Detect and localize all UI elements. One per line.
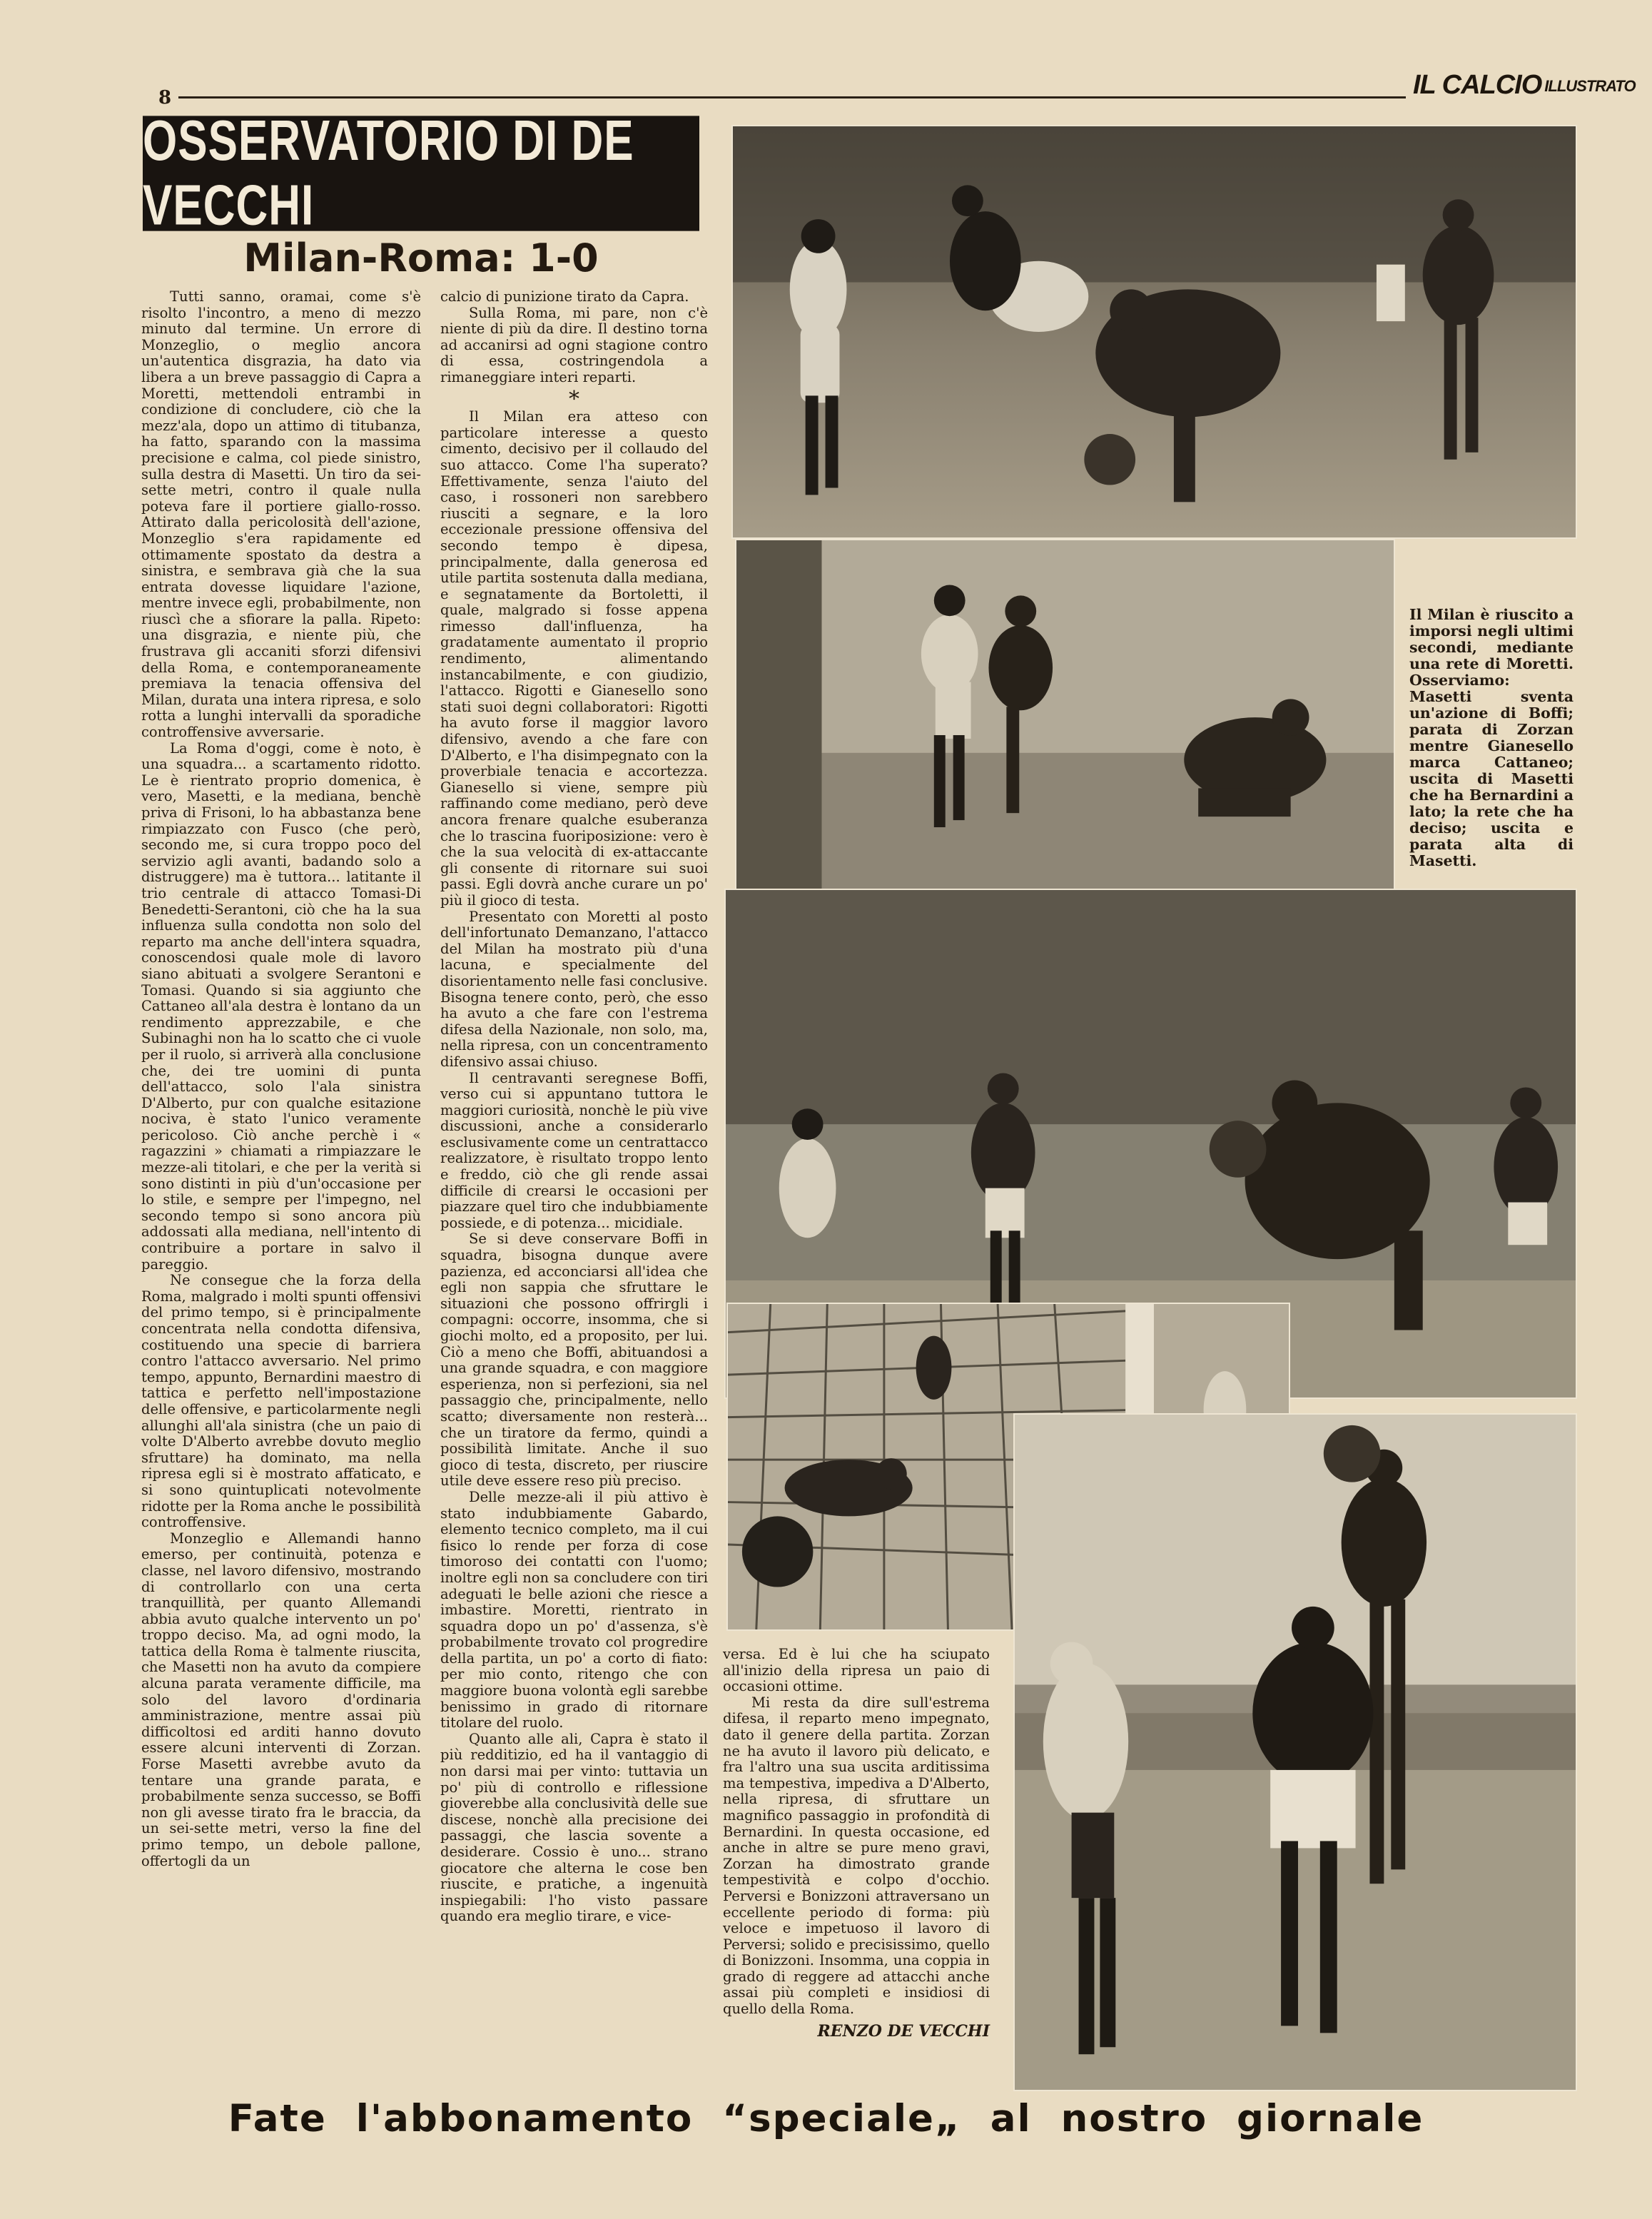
article-column-1 [141,289,421,1869]
section-separator: * [569,386,579,412]
paragraph: Il Milan era atteso con particolare interesse a questo cimento, decisivo per il collaudo del suo attacco. Come l'ha superato? Effettivamente, senza l'aiuto del caso, i rossoneri non sarebbero riusciti a segnare, e la loro eccezionale pressione offensiva del secondo tempo è dipesa, principalmente, dalla generosa ed utile partita sostenuta dalla mediana, e segnatamente da Bortoletti, il quale, malgrado si fosse appena rimesso dall'influenza, ha gradatamente aumentato il proprio rendimento, alimentando instancabilmente, e con giudizio, l'attacco. Rigotti e Gianesello sono stati suoi degni collaboratori: Rigotti ha avuto forse il maggior lavoro difensivo, avendo a che fare con D'Alberto, e l'ha disimpegnato con la proverbiale tenacia e accortezza. Gianesello si viene, sempre più raffinando come mediano, però deve ancora frenare qualche esuberanza che lo trascina fuoriposizione: vero è che la sua velocità di ex-attaccante gli consente di ritornare sui suoi passi. Egli dovrà anche curare un po' più il gioco di testa. [440,408,708,909]
banner-word: al [990,2097,1032,2140]
author-signature: RENZO DE VECCHI [817,2021,990,2041]
masthead-logo [1413,70,1636,101]
paragraph: Sulla Roma, mi pare, non c'è niente di più da dire. Il destino torna ad accanirsi ad ogni stagione contro di essa, costringendola a rimaneggiare interi reparti. [440,304,708,385]
masthead-title: IL CALCIO [1413,70,1542,100]
paragraph: Il centravanti seregnese Boffi, verso cui si appuntano tuttora le maggiori curiosità, nonchè le più vive discussioni, anche a considerarlo esclusivamente come un centrattacco realizzatore, è risultato troppo lento e freddo, ciò che gli rende assai difficile di crearsi le occasioni per piazzare quel tiro che indubbiamente possiede, e di potenza... micidiale. [440,1069,708,1231]
paragraph: Delle mezze-ali il più attivo è stato indubbiamente Gabardo, elemento tecnico completo, ma il cui fisico lo rende per forza di cose timoroso dei contatti con l'uomo; inoltre egli non sa concludere con tiri adeguati le belle azioni che riesce a imbastire. Moretti, rientrato in squadra dopo un po' d'assenza, s'è probabilmente trovato col progredire della partita, un po' a corto di fiato: per mio conto, ritengo che con maggiore buona volontà egli sarebbe benissimo in grado di ritornare titolare del ruolo. [440,1488,708,1732]
page-number: 8 [158,87,172,108]
banner-word: l'abbonamento [355,2097,694,2140]
article-subtitle: Milan-Roma: 1-0 [243,236,599,280]
paragraph: Presentato con Moretti al posto dell'infortunato Demanzano, l'attacco del Milan ha mostrato più d'una lacuna, e specialmente del disorientamento nelle fasi conclusive. Bisogna tenere conto, però, che esso ha avuto a che fare con l'estrema difesa della Nazionale, non solo, ma, nella ripresa, con un concentramento difensivo assai chiuso. [440,908,708,1070]
banner-word: giornale [1237,2097,1424,2140]
high-catch-photo [1013,1413,1577,2091]
paragraph: Tutti sanno, oramai, come s'è risolto l'incontro, a meno di mezzo minuto dal termine. Un errore di Monzeglio, o meglio ancora un'autentica disgrazia, ha dato via libera a un breve passaggio di Capra a Moretti, mettendoli entrambi in condizione di concludere, ciò che la mezz'ala, dopo un attimo di titubanza, ha fatto, sparando con la massima precisione e calma, col piede sinistro, sulla destra di Masetti. Un tiro da sei-sette metri, contro il quale nulla poteva fare il portiere giallo-rosso. Attirato dalla pericolosità dell'azione, Monzeglio s'era rapidamente ed ottimamente spostato da destra a sinistra, e sembrava già che la sua entrata dovesse liquidare l'azione, mentre invece egli, probabilmente, non riuscì che a sfiorare la palla. Ripeto: una disgrazia, e niente più, che frustrava gli accaniti sforzi difensivi della Roma, e contemporaneamente premiava la tenacia offensiva del Milan, durata una intera ripresa, e solo rotta a lunghi intervalli da sporadiche controffensive avversarie. [141,288,421,741]
article-column-3 [723,1647,990,2039]
subscription-banner [0,2097,1652,2140]
masthead-subtitle: ILLUSTRATO [1544,76,1636,95]
goalkeeper-dive-photo [731,125,1577,539]
paragraph: La Roma d'oggi, come è noto, è una squadra... a scartamento ridotto. Le è rientrato proprio domenica, è vero, Masetti, e la mediana, benchè priva di Frisoni, lo ha abbastanza bene rimpiazzato con Fusco (che però, secondo me, si cura troppo poco del servizio agli avanti, badando solo a distruggere) ma è tuttora... latitante il trio centrale di attacco Tomasi-Di Benedetti-Serantoni, ciò che ha la sua influenza sulla condotta non solo del reparto ma anche dell'intera squadra, conoscendosi quale mole di lavoro siano abituati a svolgere Serantoni e Tomasi. Quando si sia aggiunto che Cattaneo all'ala destra è lontano da un rendimento apprezzabile, e che Subinaghi non ha lo scatto che ci vuole per il ruolo, si arriverà alla conclusione che, dei tre uomini di punta dell'attacco, solo l'ala sinistra D'Alberto, pur con qualche esitazione nociva, è stato l'unico veramente pericoloso. Ciò anche perchè i « ragazzini » chiamati a rimpiazzare le mezze-ali titolari, e che per la verità si sono distinti in più d'un'occasione per lo stile, e sempre per l'impegno, nel secondo tempo si sono ancora più addossati alla mediana, nell'intento di contribuire a portare in salvo il pareggio. [141,739,421,1273]
banner-word: nostro [1060,2097,1208,2140]
paragraph: Quanto alle ali, Capra è stato il più redditizio, ed ha il vantaggio di non darsi mai per vinto: tuttavia un po' più di controllo e riflessione gioverebbe alla conclusività delle sue discese, nonchè alla precisione dei passaggi, che lascia sovente a desiderare. Cossio è uno... strano giocatore che alterna le cose ben riuscite, e pratiche, a ingenuità inspiegabili: l'ho visto passare quando era meglio tirare, e vice- [440,1730,708,1925]
paragraph: calcio di punizione tirato da Capra. [440,288,689,305]
paragraph: Mi resta da dire sull'estrema difesa, il reparto meno impegnato, dato il genere della partita. Zorzan ne ha avuto il lavoro più delicato, e fra l'altro una sua uscita arditissima ma tempestiva, impediva a D'Alberto, nella ripresa, di sfruttare un magnifico passaggio in profondità di Bernardini. In questa occasione, ed anche in altre se pure meno gravi, Zorzan ha dimostrato grande tempestività e colpo d'occhio. Perversi e Bonizzoni attraversano un eccellente periodo di forma: più veloce e impetuoso il lavoro di Perversi; solido e precisissimo, quello di Bonizzoni. Insomma, una coppia in grado di reggere ad attacchi anche assai più completi e insidiosi di quello della Roma. [723,1694,990,2018]
paragraph: Se si deve conservare Boffi in squadra, bisogna dunque avere pazienza, ed acconciarsi all'idea che egli non sappia che sfruttare le situazioni che possono offrirgli i compagni: occorre, insomma, che si giochi molto, ed a proposito, per lui. Ciò a meno che Boffi, abituandosi a una grande squadra, e con maggiore esperienza, non si perfezioni, sia nel passaggio che, principalmente, nello scatto; diversamente non resterà... che un tiratore da fermo, quindi a possibilità limitate. Anche il suo gioco di testa, discreto, per riuscire utile deve essere reso più preciso. [440,1230,708,1490]
article-title: OSSERVATORIO DI DE VECCHI [143,116,699,231]
header-rule [178,96,1406,98]
paragraph: Ne consegue che la forza della Roma, malgrado i molti spunti offensivi del primo tempo, si è principalmente concentrata nella condotta difensiva, costituendo una specie di barriera contro l'attacco avversario. Nel primo tempo, appunto, Bernardini maestro di tattica e perfetto nell'impostazione delle offensive, e particolarmente negli allunghi all'ala sinistra (che un paio di volte D'Alberto avrebbe dovuto meglio sfruttare) ha dominato, ma nella ripresa egli si è mostrato affaticato, e si sono quintuplicati notevolmente ridotte per la Roma anche le possibilità controffensive. [141,1272,421,1531]
photo-caption: Il Milan è riuscito a imporsi negli ultimi secondi, mediante una rete di Moretti. Osserviamo: Masetti sventa un'azione di Boffi; parata di Zorzan mentre Gianesello marca Cattaneo; uscita di Masetti che ha Bernardini a lato; la rete che ha deciso; uscita e parata alta di Masetti. [1409,606,1574,869]
paragraph: Monzeglio e Allemandi hanno emerso, per continuità, potenza e classe, nel lavoro difensivo, mostrando di controllarlo con una certa tranquillità, per quanto Allemandi abbia avuto qualche intervento un po' troppo deciso. Ma, ad ogni modo, la tattica della Roma è talmente riuscita, che Masetti non ha avuto da compiere alcuna parata veramente difficile, ma solo del lavoro d'ordinaria amministrazione, mentre assai più difficoltosi ed arditi hanno dovuto essere alcuni interventi di Zorzan. Forse Masetti avrebbe avuto da tentare una grande parata, e probabilmente senza successo, se Boffi non gli avesse tirato fra le braccia, da un sei-sette metri, verso la fine del primo tempo, un debole pallone, offertogli da un [141,1530,421,1869]
banner-word: “speciale„ [722,2097,961,2140]
paragraph: versa. Ed è lui che ha sciupato all'inizio della ripresa un paio di occasioni ottime. [723,1646,990,1695]
article-column-2 [440,289,708,1925]
goalkeeper-save-photo [735,539,1395,928]
banner-word: Fate [228,2097,327,2140]
